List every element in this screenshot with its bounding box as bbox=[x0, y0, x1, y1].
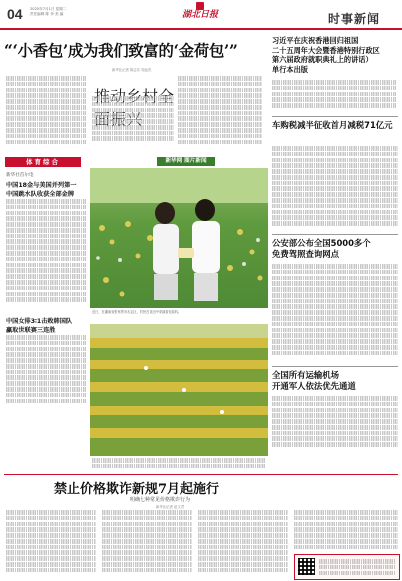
lead-text-col-1 bbox=[6, 76, 86, 150]
lead-photo-flowers bbox=[90, 168, 268, 308]
right-story-4 bbox=[272, 370, 398, 392]
qr-code-icon bbox=[298, 558, 315, 575]
right2-text bbox=[272, 146, 398, 232]
lead-byline: 新华社记者 陈志宏 周远杰 bbox=[112, 68, 152, 72]
right4-title-line-2: 开通军人依法优先通道 bbox=[272, 381, 356, 391]
lead-photo-field bbox=[90, 324, 268, 456]
lead-ribbon bbox=[94, 84, 182, 93]
right-rule-3 bbox=[272, 366, 398, 367]
bottom-title: 禁止价格欺诈新规7月起施行 bbox=[54, 482, 220, 497]
photo-tag bbox=[157, 157, 215, 166]
lead-title: “‘小香包’成为我们致富的‘金荷包’” bbox=[4, 42, 238, 60]
volley-subtitle: 赢取世联赛三连胜 bbox=[6, 327, 56, 334]
flower-field-illustration bbox=[90, 168, 268, 308]
right-story-3 bbox=[272, 238, 398, 260]
lead-text-col-2 bbox=[92, 96, 174, 150]
terrace-field-illustration bbox=[90, 324, 268, 456]
bottom-text-col-1 bbox=[6, 510, 96, 578]
sports-title: 中国18金与美国并列第一 bbox=[6, 182, 77, 189]
right1-title-line-4: 单行本出版 bbox=[272, 64, 308, 74]
right4-title-line-1: 全国所有运输机场 bbox=[272, 370, 339, 380]
photo-tag-label: 新华网 图片新闻 bbox=[165, 158, 207, 164]
right2-title: 车购税减半征收首月减税71亿元 bbox=[272, 120, 393, 130]
right-story-1 bbox=[272, 36, 398, 74]
volley-text bbox=[6, 335, 86, 407]
right3-text bbox=[272, 264, 398, 364]
right1-title-line-3: 第六届政府就职典礼上的讲话） bbox=[272, 55, 373, 65]
right-rule-1 bbox=[272, 116, 398, 117]
lead-text-col-3 bbox=[178, 76, 262, 150]
masthead-rule bbox=[0, 28, 402, 30]
bottom-text-col-4 bbox=[294, 510, 398, 554]
sports-subtitle: 中国跳水队收获全部金牌 bbox=[6, 191, 75, 198]
bottom-byline: 新华社记者 赵文君 bbox=[156, 505, 185, 509]
right-rule-2 bbox=[272, 234, 398, 235]
volley-title: 中国女排3∶1击败韩国队 bbox=[6, 318, 73, 325]
right3-title-line-2: 免费驾照查询网点 bbox=[272, 249, 339, 259]
sports-badge bbox=[5, 157, 81, 167]
right1-title-line-1: 习近平在庆祝香港回归祖国 bbox=[272, 36, 359, 45]
paper-name: 湖北日报 bbox=[182, 10, 219, 20]
right3-title-line-1: 公安部公布全国5000多个 bbox=[272, 238, 371, 248]
sports-kicker: 新华社首尔电 bbox=[6, 173, 34, 178]
bottom-subtitle: 明确七种常见价格欺诈行为 bbox=[130, 497, 191, 503]
date-line: 2025年7月1日 星期二 bbox=[30, 7, 67, 11]
sports-text bbox=[6, 199, 86, 311]
ad-box bbox=[294, 554, 400, 580]
page-number: 04 bbox=[7, 6, 23, 22]
right4-text bbox=[272, 396, 398, 456]
right1-title-line-2: 二十五周年大会暨香港特别行政区 bbox=[272, 45, 380, 55]
field-photo-caption bbox=[92, 458, 266, 472]
section-title: 时事新闻 bbox=[328, 12, 381, 26]
bottom-text-col-2 bbox=[102, 510, 192, 578]
ad-text bbox=[319, 559, 395, 575]
masthead bbox=[0, 0, 402, 34]
right1-text bbox=[272, 80, 396, 114]
editor-line: 责任编辑 陈 李 美 编 bbox=[30, 12, 64, 16]
bottom-text-col-3 bbox=[198, 510, 288, 578]
bottom-rule bbox=[4, 474, 398, 475]
paper-logo bbox=[178, 2, 236, 22]
lead-photo-caption: 近日，在湖南省张家界市永定区，村民在花田中采摘香包原料。 bbox=[92, 310, 182, 314]
sports-badge-label: 体育综合 bbox=[26, 158, 60, 166]
